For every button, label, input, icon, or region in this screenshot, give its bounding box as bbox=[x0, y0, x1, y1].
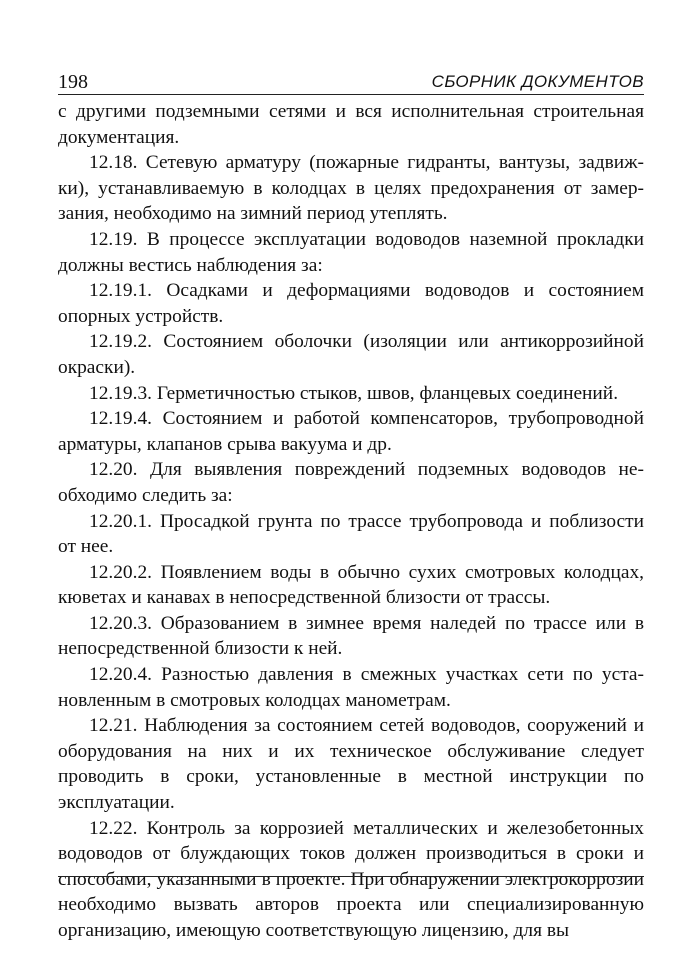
body-text bbox=[58, 99, 644, 944]
document-page bbox=[58, 66, 644, 944]
paragraph-12-21: 12.21. Наблюдения за состоянием сетей водоводов, сооружений и оборудования на них и их техническое обслуживание следует проводить в сроки, установленные в местной инструкции по эксплуатации. bbox=[58, 715, 644, 814]
paragraph-12-20-3: 12.20.3. Образованием в зимнее время наледей по трассе или в непосредственной близости к ней. bbox=[58, 612, 644, 660]
paragraph-12-20-2: 12.20.2. Появлением воды в обычно сухих смотровых колодцах, кюветах и канавах в непосредственной близости от трассы. bbox=[58, 561, 644, 609]
paragraph-12-22: 12.22. Контроль за коррозией металлических и железобетонных водоводов от блуждающих токов должен производиться в сроки и способами, указанными в проекте. При обнаружении электрокоррозии необходимо вызвать авторов проекта или специализированную организацию, имеющую соответствующую лицензию, для вы bbox=[58, 817, 644, 941]
paragraph-12-20: 12.20. Для выявления повреждений подземных водоводов необходимо следить за: bbox=[58, 459, 644, 506]
paragraph-12-19: 12.19. В процессе эксплуатации водоводов наземной прокладки должны вестись наблюдения за: bbox=[58, 228, 644, 276]
paragraph-12-19-1: 12.19.1. Осадками и деформациями водоводов и состоянием опорных устройств. bbox=[58, 280, 644, 327]
paragraph-12-20-1: 12.20.1. Просадкой грунта по трассе трубопровода и поблизости от нее. bbox=[58, 510, 644, 558]
running-title: СБОРНИК ДОКУМЕНТОВ bbox=[431, 72, 644, 91]
paragraph-12-19-2: 12.19.2. Состоянием оболочки (изоляции или антикоррозийной окраски). bbox=[58, 331, 644, 378]
paragraph-12-20-4: 12.20.4. Разностью давления в смежных участках сети по установленным в смотровых колодцах манометрам. bbox=[58, 664, 644, 711]
footer-rule bbox=[58, 876, 644, 877]
running-header bbox=[58, 66, 644, 95]
paragraph-12-18: 12.18. Сетевую арматуру (пожарные гидранты, вантузы, задвижки), устанавливаемую в колодцах в целях предохранения от замерзания, необходимо на зимний период утеплять. bbox=[58, 152, 644, 225]
paragraph-12-19-4: 12.19.4. Состоянием и работой компенсаторов, трубопроводной арматуры, клапанов срыва вакуума и др. bbox=[58, 408, 644, 455]
page-number: 198 bbox=[58, 71, 88, 93]
paragraph-continuation: с другими подземными сетями и вся исполнительная строительная документация. bbox=[58, 101, 644, 148]
paragraph-12-19-3: 12.19.3. Герметичностью стыков, швов, фланцевых соединений. bbox=[89, 382, 619, 404]
